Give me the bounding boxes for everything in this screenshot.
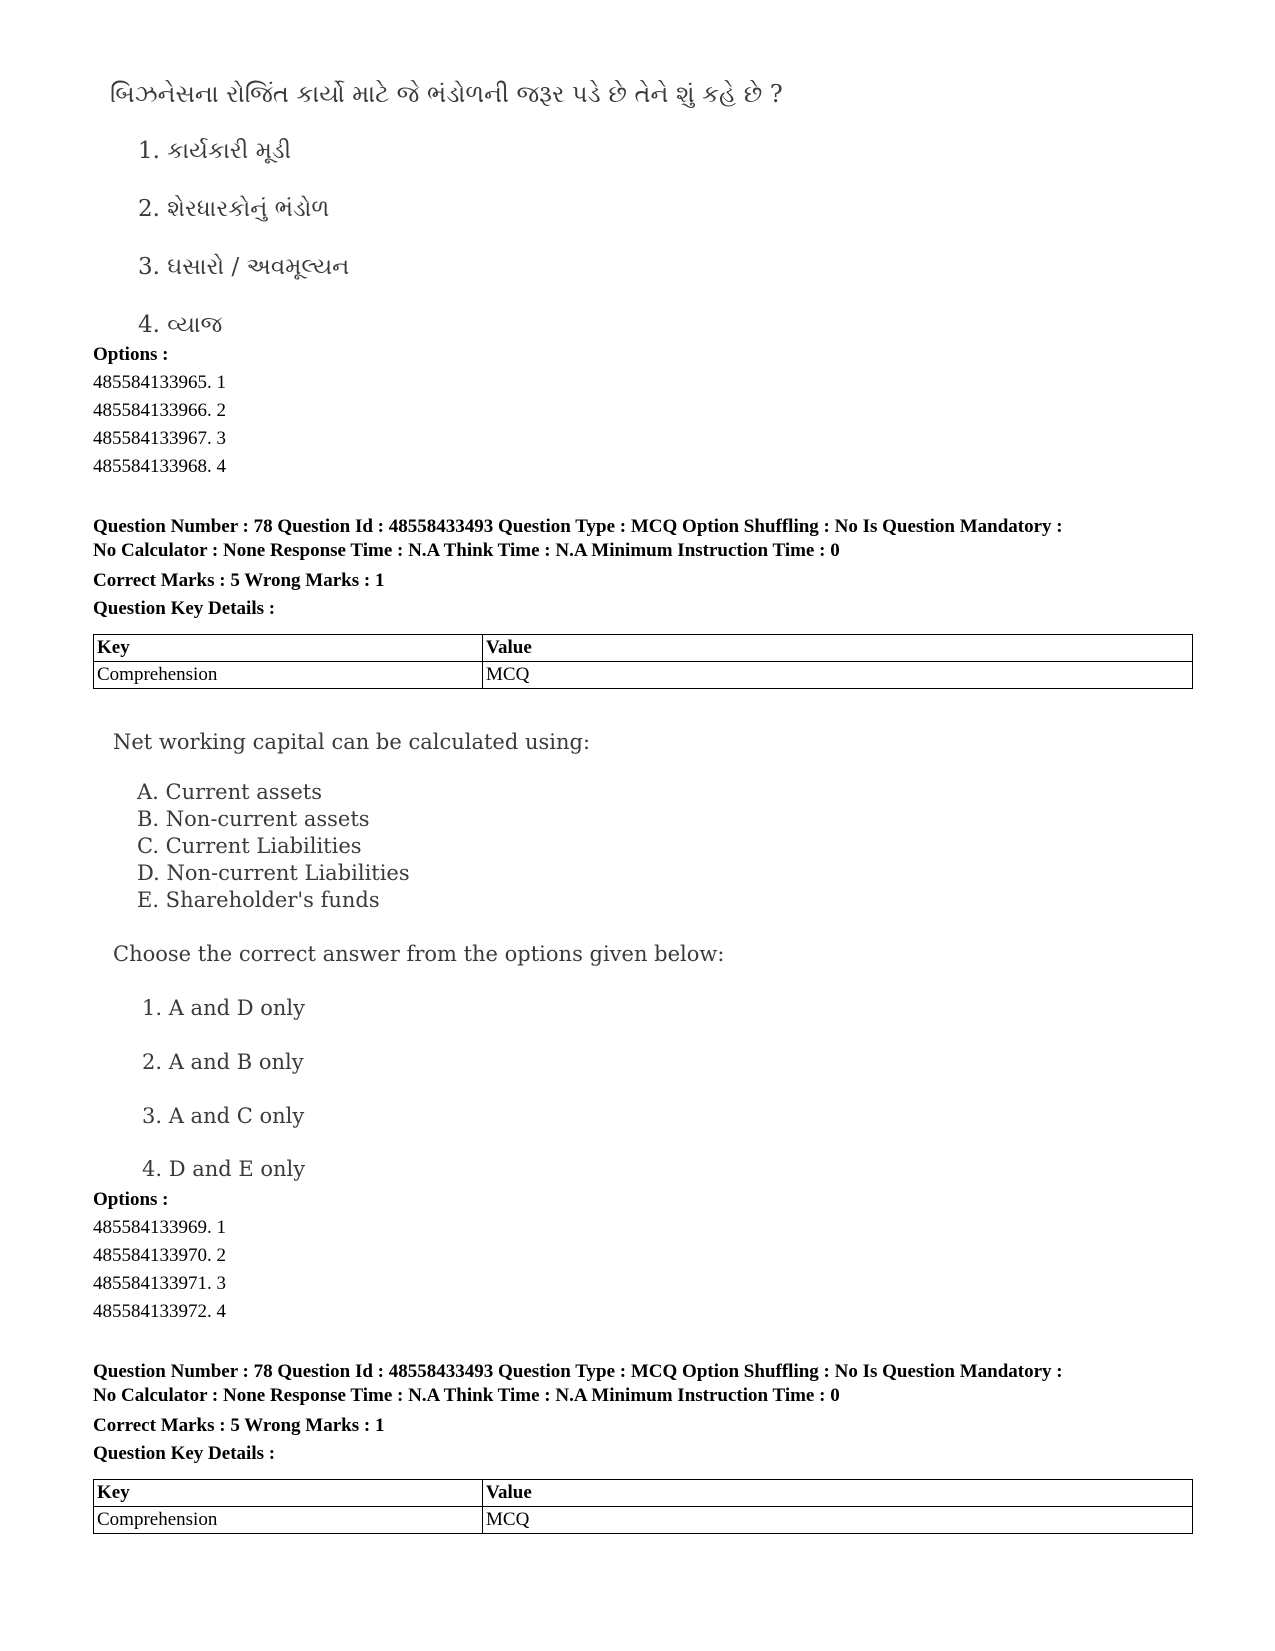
statement-item: B. Non-current assets: [137, 807, 370, 831]
question-meta-line: Question Number : 78 Question Id : 48558433493 Question Type : MCQ Option Shuffling : No Is Question Mandatory :: [93, 516, 1063, 537]
option-id: 485584133969. 1: [93, 1217, 226, 1238]
statement-item: C. Current Liabilities: [137, 834, 362, 858]
option-id: 485584133967. 3: [93, 428, 226, 449]
table-header: Value: [483, 635, 1193, 662]
table-row: [94, 662, 1193, 689]
options-label: Options :: [93, 344, 169, 365]
option-id: 485584133972. 4: [93, 1301, 226, 1322]
question-option: 2. શેરધારકોનું ભંડોળ: [138, 196, 330, 222]
table-row: [94, 1507, 1193, 1534]
question-option: 3. A and C only: [142, 1104, 305, 1128]
statement-item: D. Non-current Liabilities: [137, 861, 410, 885]
question-option: 1. A and D only: [142, 996, 305, 1020]
question-option: 4. D and E only: [142, 1157, 306, 1181]
options-list: [93, 1186, 226, 1326]
question-option: 1. કાર્યકારી મૂડી: [138, 138, 292, 164]
question-meta-line: No Calculator : None Response Time : N.A Think Time : N.A Minimum Instruction Time : 0: [93, 540, 840, 561]
table-cell: Comprehension: [94, 1507, 483, 1534]
table-cell: MCQ: [483, 662, 1193, 689]
statement-item: A. Current assets: [137, 780, 322, 804]
marks-line: Correct Marks : 5 Wrong Marks : 1: [93, 570, 385, 591]
question-stem: Net working capital can be calculated using:: [113, 730, 591, 754]
options-label: Options :: [93, 1189, 169, 1210]
question-meta: [93, 515, 1193, 623]
question-option: 3. ઘસારો / અવમૂલ્યન: [138, 254, 350, 280]
table-cell: MCQ: [483, 1507, 1193, 1534]
question-option: 2. A and B only: [142, 1050, 304, 1074]
option-id: 485584133970. 2: [93, 1245, 226, 1266]
question-meta-line: No Calculator : None Response Time : N.A Think Time : N.A Minimum Instruction Time : 0: [93, 1385, 840, 1406]
statement-item: E. Shareholder's funds: [137, 888, 380, 912]
table-cell: Comprehension: [94, 662, 483, 689]
table-header: Key: [94, 1480, 483, 1507]
table-header: Value: [483, 1480, 1193, 1507]
question-image-gujarati: [0, 0, 1275, 350]
option-id: 485584133971. 3: [93, 1273, 226, 1294]
table-header-row: [94, 1480, 1193, 1507]
table-header: Key: [94, 635, 483, 662]
option-id: 485584133965. 1: [93, 372, 226, 393]
option-id: 485584133968. 4: [93, 456, 226, 477]
key-details-table: [93, 634, 1193, 689]
key-details-label: Question Key Details :: [93, 1443, 276, 1464]
marks-line: Correct Marks : 5 Wrong Marks : 1: [93, 1415, 385, 1436]
question-meta-line: Question Number : 78 Question Id : 48558433493 Question Type : MCQ Option Shuffling : No Is Question Mandatory :: [93, 1361, 1063, 1382]
options-list: [93, 341, 226, 481]
table-header-row: [94, 635, 1193, 662]
question-image-english: [0, 720, 1275, 1200]
question-stem: બિઝનેસના રોજિંત કાર્યો માટે જે ભંડોળની જરૂર પડે છે તેને શું કહે છે ?: [110, 80, 783, 108]
key-details-label: Question Key Details :: [93, 598, 276, 619]
question-meta: [93, 1360, 1193, 1468]
option-id: 485584133966. 2: [93, 400, 226, 421]
choose-instruction: Choose the correct answer from the options given below:: [113, 942, 725, 966]
question-option: 4. વ્યાજ: [138, 312, 223, 338]
key-details-table: [93, 1479, 1193, 1534]
